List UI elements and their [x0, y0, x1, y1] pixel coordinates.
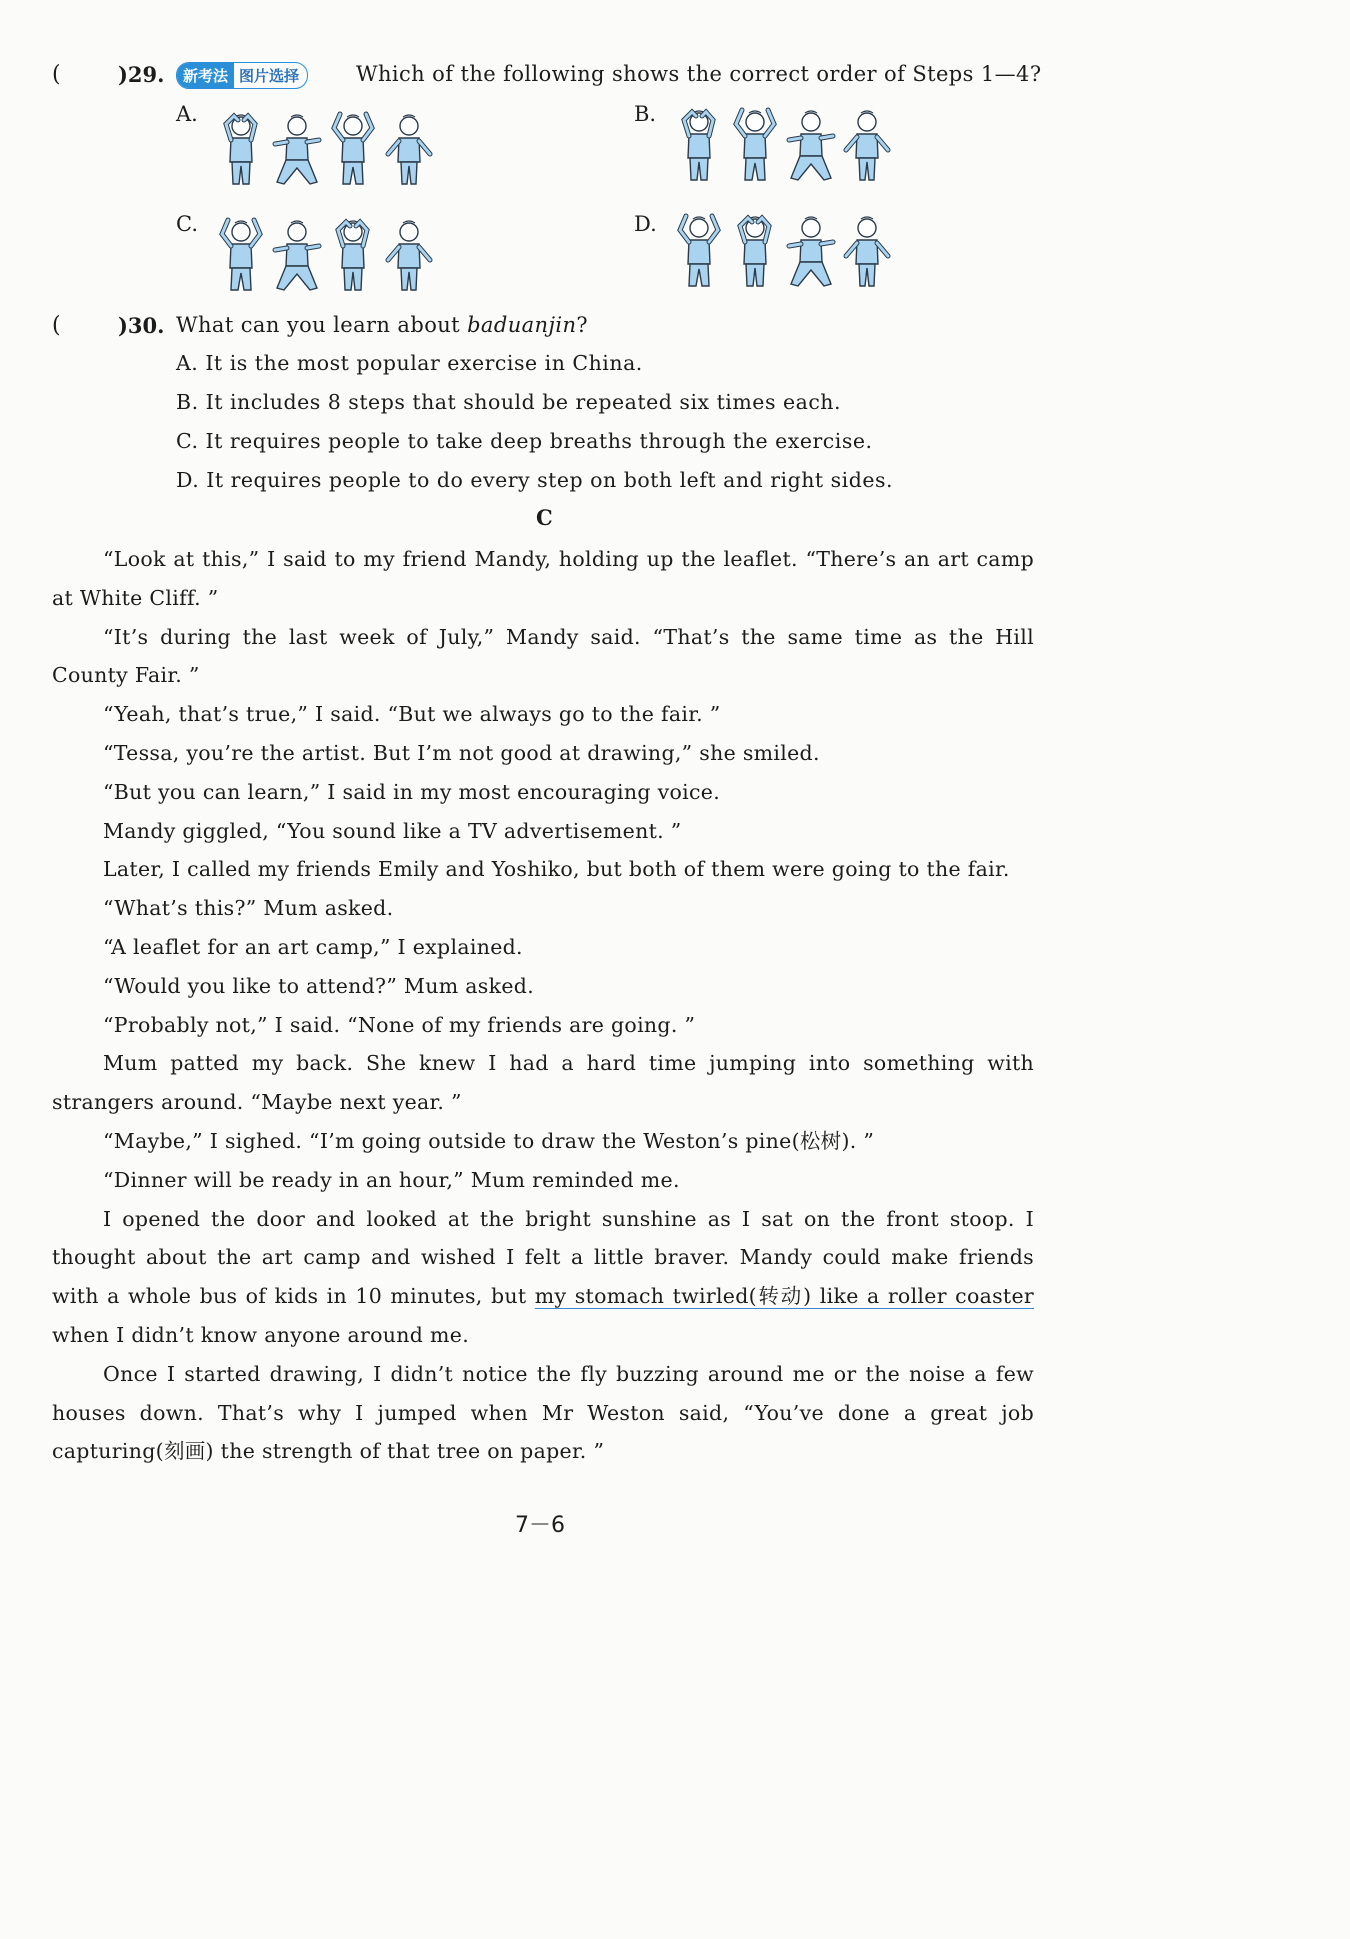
paragraph: “Dinner will be ready in an hour,” Mum reminded me.: [103, 1167, 680, 1192]
paragraph: “Probably not,” I said. “None of my friends are going. ”: [103, 1012, 696, 1037]
exercise-figure-icon: [842, 106, 892, 184]
option-b-label: B.: [634, 102, 657, 126]
paragraph: “Would you like to attend?” Mum asked.: [103, 973, 535, 998]
option-d-label: D.: [634, 212, 657, 236]
paragraph: “Look at this,” I said to my friend Mandy, holding up the leaflet. “There’s an art camp at White Cliff. ”: [52, 547, 1034, 610]
answer-paren-30: (: [52, 313, 61, 338]
choice-b: B. It includes 8 steps that should be repeated six times each.: [176, 390, 842, 414]
choice-d: D. It requires people to do every step on both left and right sides.: [176, 468, 894, 492]
paragraph: “Yeah, that’s true,” I said. “But we always go to the fair. ”: [103, 702, 721, 727]
option-a-label: A.: [176, 102, 198, 126]
paragraph: I opened the door and looked at the bright sunshine as I sat on the front stoop. I thought about the art camp and wished I felt a little braver. Mandy could make friends with a whole bus of kids in 10 minutes, but my stomach twirled(转动) like a roller coaster when I didn’t know anyone around me.: [52, 1206, 1034, 1347]
choice-a: A. It is the most popular exercise in China.: [176, 351, 643, 375]
option-b-figures: [674, 106, 892, 184]
exercise-figure-icon: [272, 216, 322, 294]
exercise-figure-icon: [328, 216, 378, 294]
exercise-figure-icon: [328, 110, 378, 188]
question-30-stem: What can you learn about baduanjin?: [176, 313, 589, 337]
exercise-figure-icon: [730, 106, 780, 184]
exercise-figure-icon: [730, 212, 780, 290]
option-c-figures: [216, 216, 434, 294]
underlined-phrase: my stomach twirled(转动) like a roller coaster: [534, 1284, 1034, 1309]
answer-paren-29: (: [52, 62, 61, 87]
tag-picture-select: 图片选择: [239, 67, 300, 85]
exercise-figure-icon: [216, 110, 266, 188]
paragraph: “What’s this?” Mum asked.: [103, 896, 394, 921]
paragraph: “A leaflet for an art camp,” I explained.: [103, 934, 523, 959]
option-c-label: C.: [176, 212, 198, 236]
paragraph: “But you can learn,” I said in my most encouraging voice.: [103, 779, 721, 804]
stem-italic-term: baduanjin: [467, 313, 577, 337]
question-29-stem: Which of the following shows the correct order of Steps 1—4?: [356, 62, 1042, 86]
question-number-30: )30.: [118, 313, 165, 338]
choice-c: C. It requires people to take deep breaths through the exercise.: [176, 429, 873, 453]
exercise-figure-icon: [384, 216, 434, 294]
paragraph: Later, I called my friends Emily and Yoshiko, but both of them were going to the fair.: [103, 857, 1010, 882]
exercise-figure-icon: [216, 216, 266, 294]
paragraph: “Maybe,” I sighed. “I’m going outside to draw the Weston’s pine(松树). ”: [103, 1128, 875, 1153]
section-heading: C: [536, 505, 553, 530]
exercise-figure-icon: [674, 212, 724, 290]
question-number-29: )29.: [118, 62, 165, 87]
page-number: 7－6: [515, 1513, 565, 1538]
exercise-figure-icon: [786, 212, 836, 290]
new-exam-tag: [176, 62, 308, 89]
exercise-figure-icon: [674, 106, 724, 184]
option-d-figures: [674, 212, 892, 290]
exercise-figure-icon: [842, 212, 892, 290]
exercise-figure-icon: [786, 106, 836, 184]
paragraph: Once I started drawing, I didn’t notice the fly buzzing around me or the noise a few houses down. That’s why I jumped when Mr Weston said, “You’ve done a great job capturing(刻画) the strength of that tree on paper. ”: [52, 1361, 1034, 1464]
paragraph: Mandy giggled, “You sound like a TV advertisement. ”: [103, 818, 682, 843]
paragraph: Mum patted my back. She knew I had a hard time jumping into something with strangers around. “Maybe next year. ”: [52, 1051, 1034, 1115]
tag-new-method: 新考法: [177, 63, 234, 88]
exercise-figure-icon: [272, 110, 322, 188]
exercise-figure-icon: [384, 110, 434, 188]
paragraph: “It’s during the last week of July,” Mandy said. “That’s the same time as the Hill County Fair. ”: [52, 624, 1034, 688]
option-a-figures: [216, 110, 434, 188]
paragraph: “Tessa, you’re the artist. But I’m not good at drawing,” she smiled.: [103, 740, 820, 765]
reading-passage: [52, 540, 1034, 1471]
